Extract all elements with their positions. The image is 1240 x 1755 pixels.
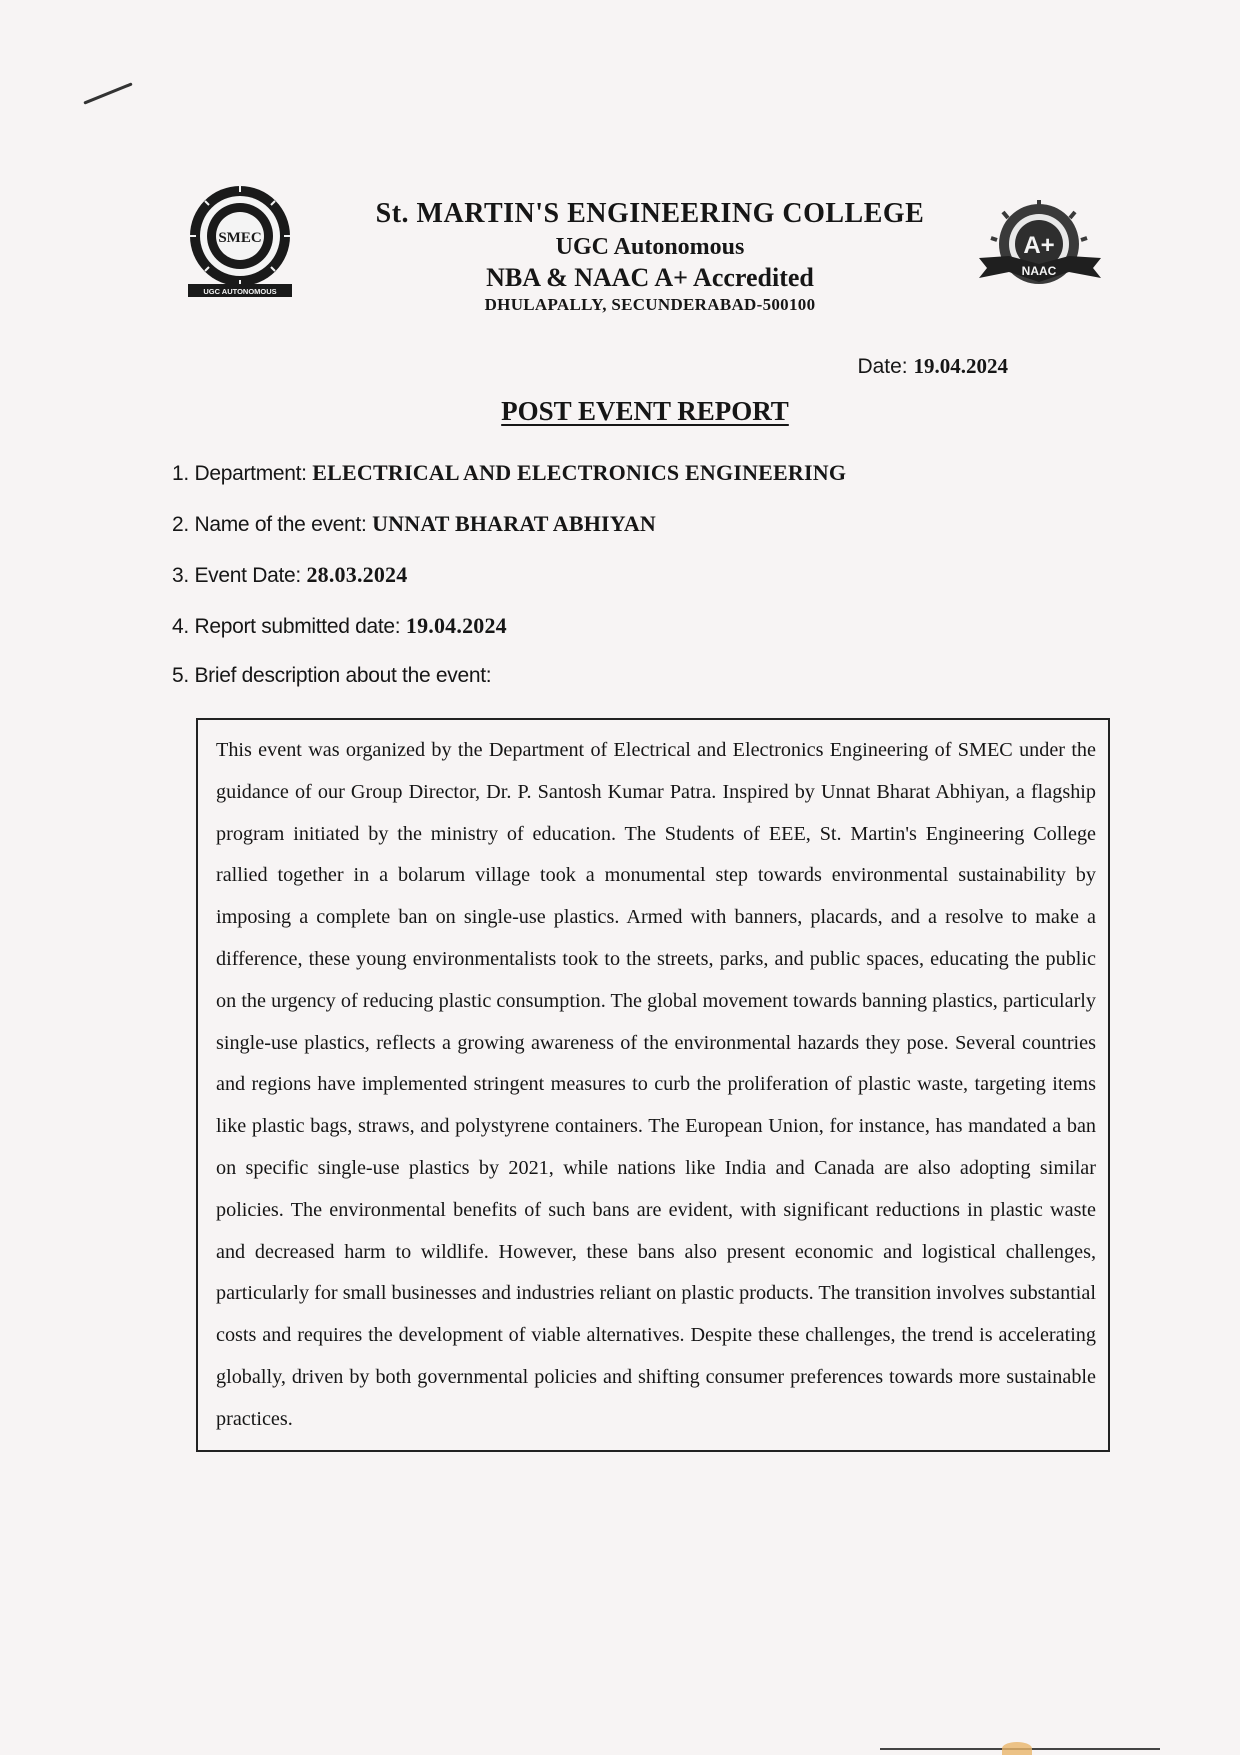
item-event-name (172, 511, 1072, 537)
item-number: 3. (172, 564, 189, 587)
item-number: 2. (172, 513, 189, 536)
item-value: UNNAT BHARAT ABHIYAN (372, 511, 657, 536)
seal-monogram: SMEC (218, 230, 262, 246)
description-box (196, 718, 1110, 1452)
college-name: St. MARTIN'S ENGINEERING COLLEGE (375, 198, 925, 229)
report-items (172, 460, 1072, 713)
item-value: ELECTRICAL AND ELECTRONICS ENGINEERING (312, 460, 847, 485)
letterhead (340, 198, 960, 315)
description-text: This event was organized by the Department of Electrical and Electronics Engineering of SMEC under the guidance of our Group Director, Dr. P. Santosh Kumar Patra. Inspired by Unnat Bharat Abhiyan, a flagship program initiated by the ministry of education. The Students of EEE, St. Martin's Engineering College rallied together in a bolarum village took a monumental step towards environmental sustainability by imposing a complete ban on single-use plastics. Armed with banners, placards, and a resolve to make a difference, these young environmentalists took to the streets, parks, and public spaces, educating the public on the urgency of reducing plastic consumption. The global movement towards banning plastics, particularly single-use plastics, reflects a growing awareness of the environmental hazards they pose. Several countries and regions have implemented stringent measures to curb the proliferation of plastic waste, targeting items like plastic bags, straws, and polystyrene containers. The European Union, for instance, has mandated a ban on specific single-use plastics by 2021, while nations like India and Canada are also adopting similar policies. The environmental benefits of such bans are evident, with significant reductions in plastic waste and decreased harm to wildlife. However, these bans also present economic and logistical challenges, particularly for small businesses and industries reliant on plastic products. The transition involves substantial costs and requires the development of viable alternatives. Despite these challenges, the trend is accelerating globally, driven by both governmental policies and shifting consumer preferences towards more sustainable practices. (216, 739, 1096, 1430)
naac-ribbon-text: NAAC (1021, 264, 1057, 278)
college-address: DHULAPALLY, SECUNDERABAD-500100 (484, 295, 816, 314)
autonomous-status: UGC Autonomous (555, 234, 745, 260)
item-submitted-date (172, 613, 1072, 639)
item-number: 5. (172, 664, 189, 687)
accreditation: NBA & NAAC A+ Accredited (486, 263, 814, 292)
item-number: 4. (172, 615, 189, 638)
item-label: Name of the event: (194, 513, 367, 536)
item-department (172, 460, 1072, 486)
college-seal-icon (178, 180, 303, 305)
item-label: Department: (194, 462, 307, 485)
item-label: Report submitted date: (194, 615, 401, 638)
item-number: 1. (172, 462, 189, 485)
item-value: 28.03.2024 (306, 562, 408, 587)
item-description-heading (172, 664, 1072, 688)
report-date (857, 354, 1008, 379)
date-value: 19.04.2024 (913, 354, 1008, 378)
naac-badge-icon (975, 200, 1105, 300)
paper-stain (1002, 1742, 1032, 1755)
naac-grade: A+ (1023, 232, 1055, 259)
item-value: 19.04.2024 (405, 613, 507, 638)
item-label: Event Date: (194, 564, 301, 587)
date-label: Date: (857, 355, 908, 378)
item-event-date (172, 562, 1072, 588)
report-title: POST EVENT REPORT (501, 396, 789, 426)
pen-mark (83, 82, 132, 104)
seal-ribbon-text: UGC AUTONOMOUS (203, 287, 277, 296)
item-label: Brief description about the event: (194, 664, 492, 687)
